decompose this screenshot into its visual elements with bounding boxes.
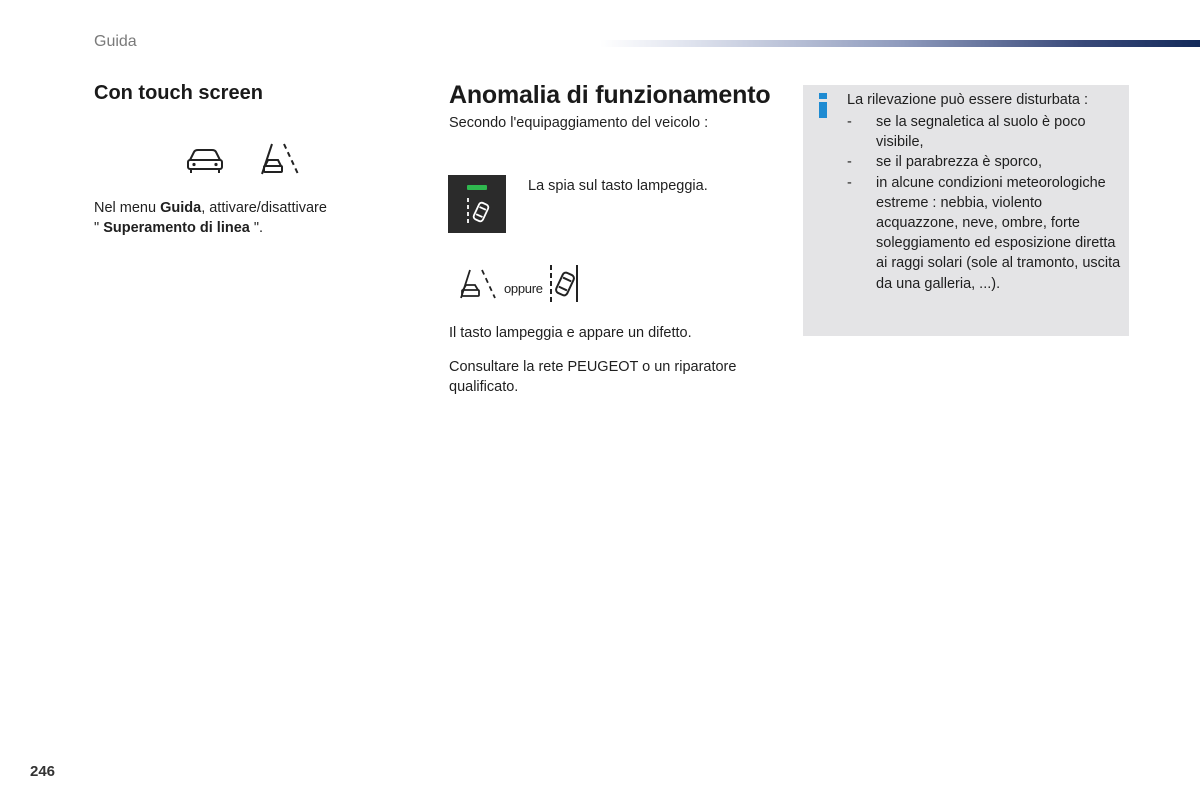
list-dash: - (847, 174, 852, 191)
menu-superamento-linea: Superamento di linea (103, 220, 250, 236)
touch-screen-heading: Con touch screen (94, 82, 263, 104)
header-section-label: Guida (94, 33, 137, 50)
warning-light-text: La spia sul tasto lampeggia. (528, 178, 708, 194)
list-dash: - (847, 154, 852, 171)
menu-guida: Guida (160, 200, 202, 216)
malfunction-heading: Anomalia di funzionamento (449, 81, 771, 109)
alternative-icons (458, 262, 583, 311)
dealer-text: Consultare la rete PEUGEOT o un riparatore qualificato. (449, 359, 737, 395)
lane-button-warning-icon (448, 175, 506, 233)
list-item (847, 112, 1127, 152)
page-number: 246 (30, 763, 56, 780)
instruction-prefix: Nel menu (94, 200, 161, 216)
quote-close: ". (249, 220, 264, 236)
green-warning-light (467, 185, 487, 190)
info-intro: La rilevazione può essere disturbata : (847, 92, 1089, 108)
car-front-icon (184, 142, 226, 181)
or-label: oppure (504, 281, 543, 296)
info-box (803, 85, 1129, 336)
info-list (847, 112, 1127, 294)
instruction-mid: , attivare/disattivare (201, 200, 327, 216)
lane-departure-icon (458, 267, 500, 306)
header-bar (600, 40, 1200, 47)
touch-screen-icons (184, 140, 304, 183)
list-item-text: se la segnaletica al suolo è poco visibile, (876, 114, 1086, 151)
lane-departure-icon (258, 140, 304, 183)
equipment-note: Secondo l'equipaggiamento del veicolo : (449, 115, 709, 131)
touch-screen-instruction (94, 198, 394, 238)
list-item (847, 173, 1127, 294)
quote-open: " (94, 220, 104, 236)
lane-car-icon (547, 262, 583, 311)
list-item-text: in alcune condizioni meteorologiche estreme : nebbia, violento acquazzone, neve, ombre, forte soleggiamento ed esposizione diretta ai raggi solari (sole al tramonto, uscita da una galleria, ...). (876, 174, 1121, 292)
list-item (847, 152, 1127, 172)
fault-text: Il tasto lampeggia e appare un difetto. (449, 325, 692, 341)
list-dash: - (847, 114, 852, 130)
info-icon (817, 93, 829, 119)
list-item-text: se il parabrezza è sporco, (876, 154, 1043, 171)
